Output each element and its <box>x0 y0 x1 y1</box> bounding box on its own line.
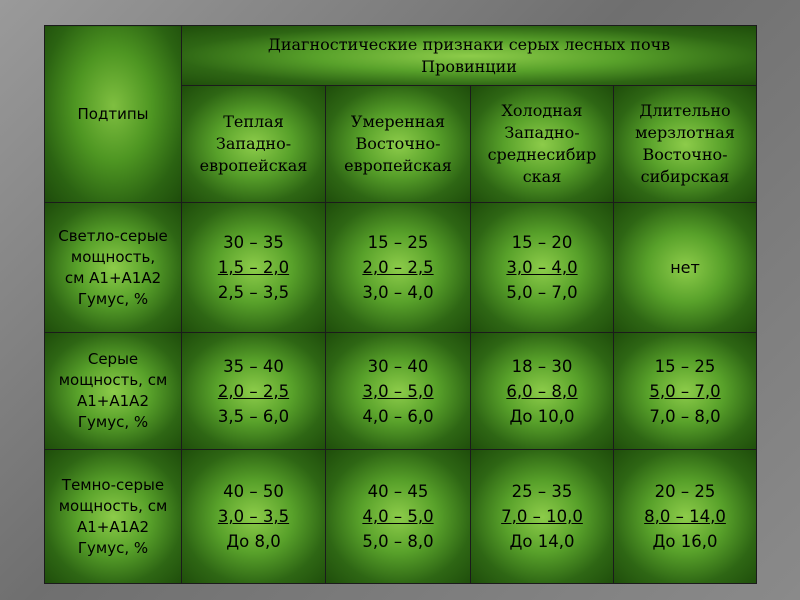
thickness-value: 18 – 30 <box>511 356 573 376</box>
row-3-label-line-3: А1+А1А2 <box>77 517 149 536</box>
underlined-value: 6,0 – 8,0 <box>506 381 578 401</box>
thickness-value: 40 – 45 <box>367 482 429 501</box>
province-3-line-3: среднесибир <box>487 145 597 164</box>
province-3-line-2: Западно- <box>504 123 580 142</box>
table-title-cell <box>182 26 757 86</box>
humus-value: 3,5 – 6,0 <box>217 406 290 426</box>
province-2-line-3: европейская <box>344 156 452 175</box>
humus-value: 3,0 – 4,0 <box>362 283 434 302</box>
humus-value: 5,0 – 8,0 <box>362 532 434 551</box>
cell-r2-c4 <box>614 333 757 450</box>
row-1-label-line-2: мощность, <box>70 247 156 266</box>
humus-value: До 14,0 <box>509 532 575 551</box>
province-1-line-2: Западно- <box>215 134 292 153</box>
province-header-3 <box>471 86 614 203</box>
row-label-light-grey <box>45 203 182 333</box>
cell-r3-c2 <box>326 450 471 584</box>
underlined-value: 4,0 – 5,0 <box>362 507 434 526</box>
row-1-label-line-4: Гумус, % <box>77 289 149 308</box>
soil-diagnostics-table <box>44 25 757 584</box>
cell-r3-c3 <box>471 450 614 584</box>
thickness-value: 40 – 50 <box>223 482 284 501</box>
humus-value: 2,5 – 3,5 <box>217 283 290 302</box>
cell-r2-c3 <box>471 333 614 450</box>
cell-r2-c1 <box>182 333 326 450</box>
thickness-value: 20 – 25 <box>654 482 716 501</box>
subtypes-header <box>45 26 182 203</box>
humus-value: 5,0 – 7,0 <box>506 283 578 302</box>
subtypes-header-label: Подтипы <box>77 105 149 123</box>
underlined-value: 1,5 – 2,0 <box>217 258 290 277</box>
table-subtitle: Провинции <box>421 56 517 76</box>
province-3-line-1: Холодная <box>501 101 583 120</box>
thickness-value: 15 – 25 <box>654 356 716 376</box>
table-row <box>45 333 757 450</box>
underlined-value: 3,0 – 4,0 <box>506 258 578 277</box>
cell-r3-c1 <box>182 450 326 584</box>
province-header-4 <box>614 86 757 203</box>
cell-r1-c3 <box>471 203 614 333</box>
row-2-label-line-2: мощность, см <box>58 371 168 389</box>
thickness-value: 15 – 20 <box>511 233 573 252</box>
province-header-2 <box>326 86 471 203</box>
cell-r1-c2 <box>326 203 471 333</box>
underlined-value: 3,0 – 5,0 <box>362 381 434 401</box>
underlined-value: 7,0 – 10,0 <box>501 507 583 526</box>
underlined-value: 5,0 – 7,0 <box>649 381 721 401</box>
cell-r2-c2 <box>326 333 471 450</box>
row-3-label-line-2: мощность, см <box>58 496 168 515</box>
row-3-label-line-4: Гумус, % <box>77 538 149 557</box>
cell-r1-c4 <box>614 203 757 333</box>
table-row <box>45 450 757 584</box>
province-2-line-2: Восточно- <box>355 134 441 153</box>
province-4-line-2: мерзлотная <box>635 123 735 142</box>
cell-r1-c1 <box>182 203 326 333</box>
underlined-value: 3,0 – 3,5 <box>217 507 290 526</box>
province-4-line-4: сибирская <box>640 167 730 186</box>
province-4-line-1: Длительно <box>639 101 731 120</box>
humus-value: До 16,0 <box>652 532 718 551</box>
underlined-value: 8,0 – 14,0 <box>644 507 726 526</box>
province-3-line-4: ская <box>522 167 562 186</box>
table-title: Диагностические признаки серых лесных почв <box>267 34 671 54</box>
province-header-1 <box>182 86 326 203</box>
province-1-line-3: европейская <box>199 156 308 175</box>
no-data-value: нет <box>670 258 700 277</box>
row-1-label-line-1: Светло-серые <box>58 226 168 245</box>
thickness-value: 35 – 40 <box>223 356 284 376</box>
thickness-value: 25 – 35 <box>511 482 573 501</box>
humus-value: До 8,0 <box>226 532 281 551</box>
underlined-value: 2,0 – 2,5 <box>362 258 434 277</box>
slide-frame <box>44 25 756 583</box>
humus-value: 4,0 – 6,0 <box>362 406 434 426</box>
underlined-value: 2,0 – 2,5 <box>217 381 290 401</box>
row-label-dark-grey <box>45 450 182 584</box>
row-2-label-line-3: А1+А1А2 <box>77 392 149 410</box>
province-4-line-3: Восточно- <box>642 145 728 164</box>
province-1-line-1: Теплая <box>223 112 284 131</box>
humus-value: До 10,0 <box>509 406 575 426</box>
thickness-value: 30 – 40 <box>367 356 429 376</box>
row-2-label-line-4: Гумус, % <box>77 413 149 431</box>
humus-value: 7,0 – 8,0 <box>649 406 721 426</box>
row-3-label-line-1: Темно-серые <box>61 475 165 494</box>
row-label-grey <box>45 333 182 450</box>
province-2-line-1: Умеренная <box>350 112 446 131</box>
cell-r3-c4 <box>614 450 757 584</box>
thickness-value: 15 – 25 <box>367 233 429 252</box>
row-1-label-line-3: см А1+А1А2 <box>64 268 162 287</box>
thickness-value: 30 – 35 <box>223 233 284 252</box>
table-row <box>45 203 757 333</box>
row-2-label-line-1: Серые <box>87 350 139 368</box>
